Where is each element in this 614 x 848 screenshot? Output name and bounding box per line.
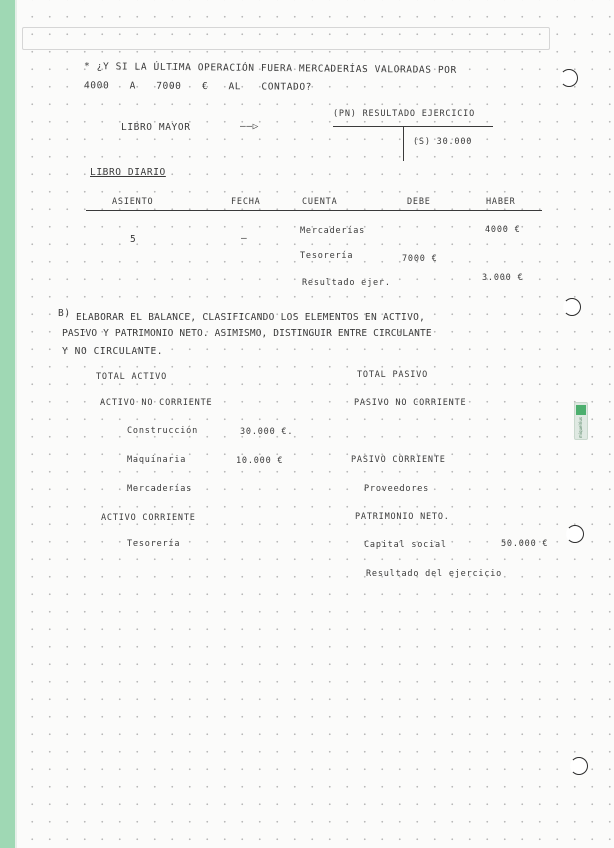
question2-marker: B) xyxy=(58,308,71,319)
libro-mayor-entry: (S) 30.000 xyxy=(413,137,473,147)
journal-row-debe: 7000 € xyxy=(402,254,438,264)
journal-row-haber: 3.000 € xyxy=(482,273,524,283)
question2-line1: ELABORAR EL BALANCE, CLASIFICANDO LOS ELEMENTOS EN ACTIVO, xyxy=(76,312,426,323)
balance-mercaderias: Mercaderías xyxy=(127,484,193,494)
balance-activo-no-corriente: ACTIVO NO CORRIENTE xyxy=(100,398,213,408)
journal-header-line xyxy=(86,210,542,211)
balance-pasivo-no-corriente: PASIVO NO CORRIENTE xyxy=(354,398,467,408)
balance-total-pasivo: TOTAL PASIVO xyxy=(357,370,429,380)
header-debe: DEBE xyxy=(407,197,431,207)
balance-tesoreria: Tesorería xyxy=(127,539,181,549)
brand-text: miquelrius xyxy=(578,417,583,439)
punch-hole-icon xyxy=(566,525,584,543)
arrow-right-icon: ——▷ xyxy=(240,121,259,132)
t-account-vertical-line xyxy=(403,127,404,161)
balance-pasivo-corriente: PASIVO CORRIENTE xyxy=(351,455,446,465)
balance-capital-social: Capital social xyxy=(364,540,447,550)
journal-row-cuenta: Resultado ejer. xyxy=(302,278,391,288)
header-asiento: ASIENTO xyxy=(112,197,154,207)
balance-activo-corriente: ACTIVO CORRIENTE xyxy=(101,513,196,523)
header-fecha: FECHA xyxy=(231,197,261,207)
libro-mayor-account: (PN) RESULTADO EJERCICIO xyxy=(333,109,476,119)
balance-construccion-valor: 30.000 €. xyxy=(240,427,294,437)
balance-capital-social-valor: 50.000 € xyxy=(501,539,549,549)
journal-row-cuenta: Mercaderías xyxy=(300,226,366,236)
balance-resultado-ejercicio: Resultado del ejercicio xyxy=(366,569,503,579)
balance-patrimonio-neto: PATRIMONIO NETO. xyxy=(355,512,450,522)
punch-hole-icon xyxy=(570,757,588,775)
balance-maquinaria-valor: 10.000 € xyxy=(236,456,284,466)
journal-row-cuenta: Tesorería xyxy=(300,251,354,261)
journal-asiento: 5 xyxy=(130,234,137,245)
balance-maquinaria: Maquinaria xyxy=(127,455,187,465)
green-side-band xyxy=(0,0,15,848)
question2-line2: PASIVO Y PATRIMONIO NETO. ASIMISMO, DISTINGUIR ENTRE CIRCULANTE xyxy=(62,328,432,339)
header-box xyxy=(22,27,550,50)
paper-edge xyxy=(15,0,17,848)
punch-hole-icon xyxy=(560,69,578,87)
t-account-horizontal-line xyxy=(333,126,493,127)
header-cuenta: CUENTA xyxy=(302,197,338,207)
libro-diario-title: LIBRO DIARIO xyxy=(90,167,166,178)
question1-line2: 4000 A 7000 € AL CONTADO? xyxy=(83,80,313,93)
question1-line1: * ¿Y SI LA ÚLTIMA OPERACIÓN FUERA MERCADERÍAS VALORADAS POR xyxy=(83,61,457,76)
punch-hole-icon xyxy=(563,298,581,316)
balance-construccion: Construcción xyxy=(127,426,199,436)
balance-total-activo: TOTAL ACTIVO xyxy=(96,372,168,382)
libro-mayor-label: LIBRO MAYOR xyxy=(121,122,191,133)
brand-tab xyxy=(574,402,588,440)
journal-row-haber: 4000 € xyxy=(485,225,521,235)
question2-line3: Y NO CIRCULANTE. xyxy=(62,346,164,357)
journal-fecha: — xyxy=(241,233,248,244)
balance-proveedores: Proveedores xyxy=(364,484,430,494)
header-haber: HABER xyxy=(486,197,516,207)
brand-logo-icon xyxy=(576,405,586,415)
